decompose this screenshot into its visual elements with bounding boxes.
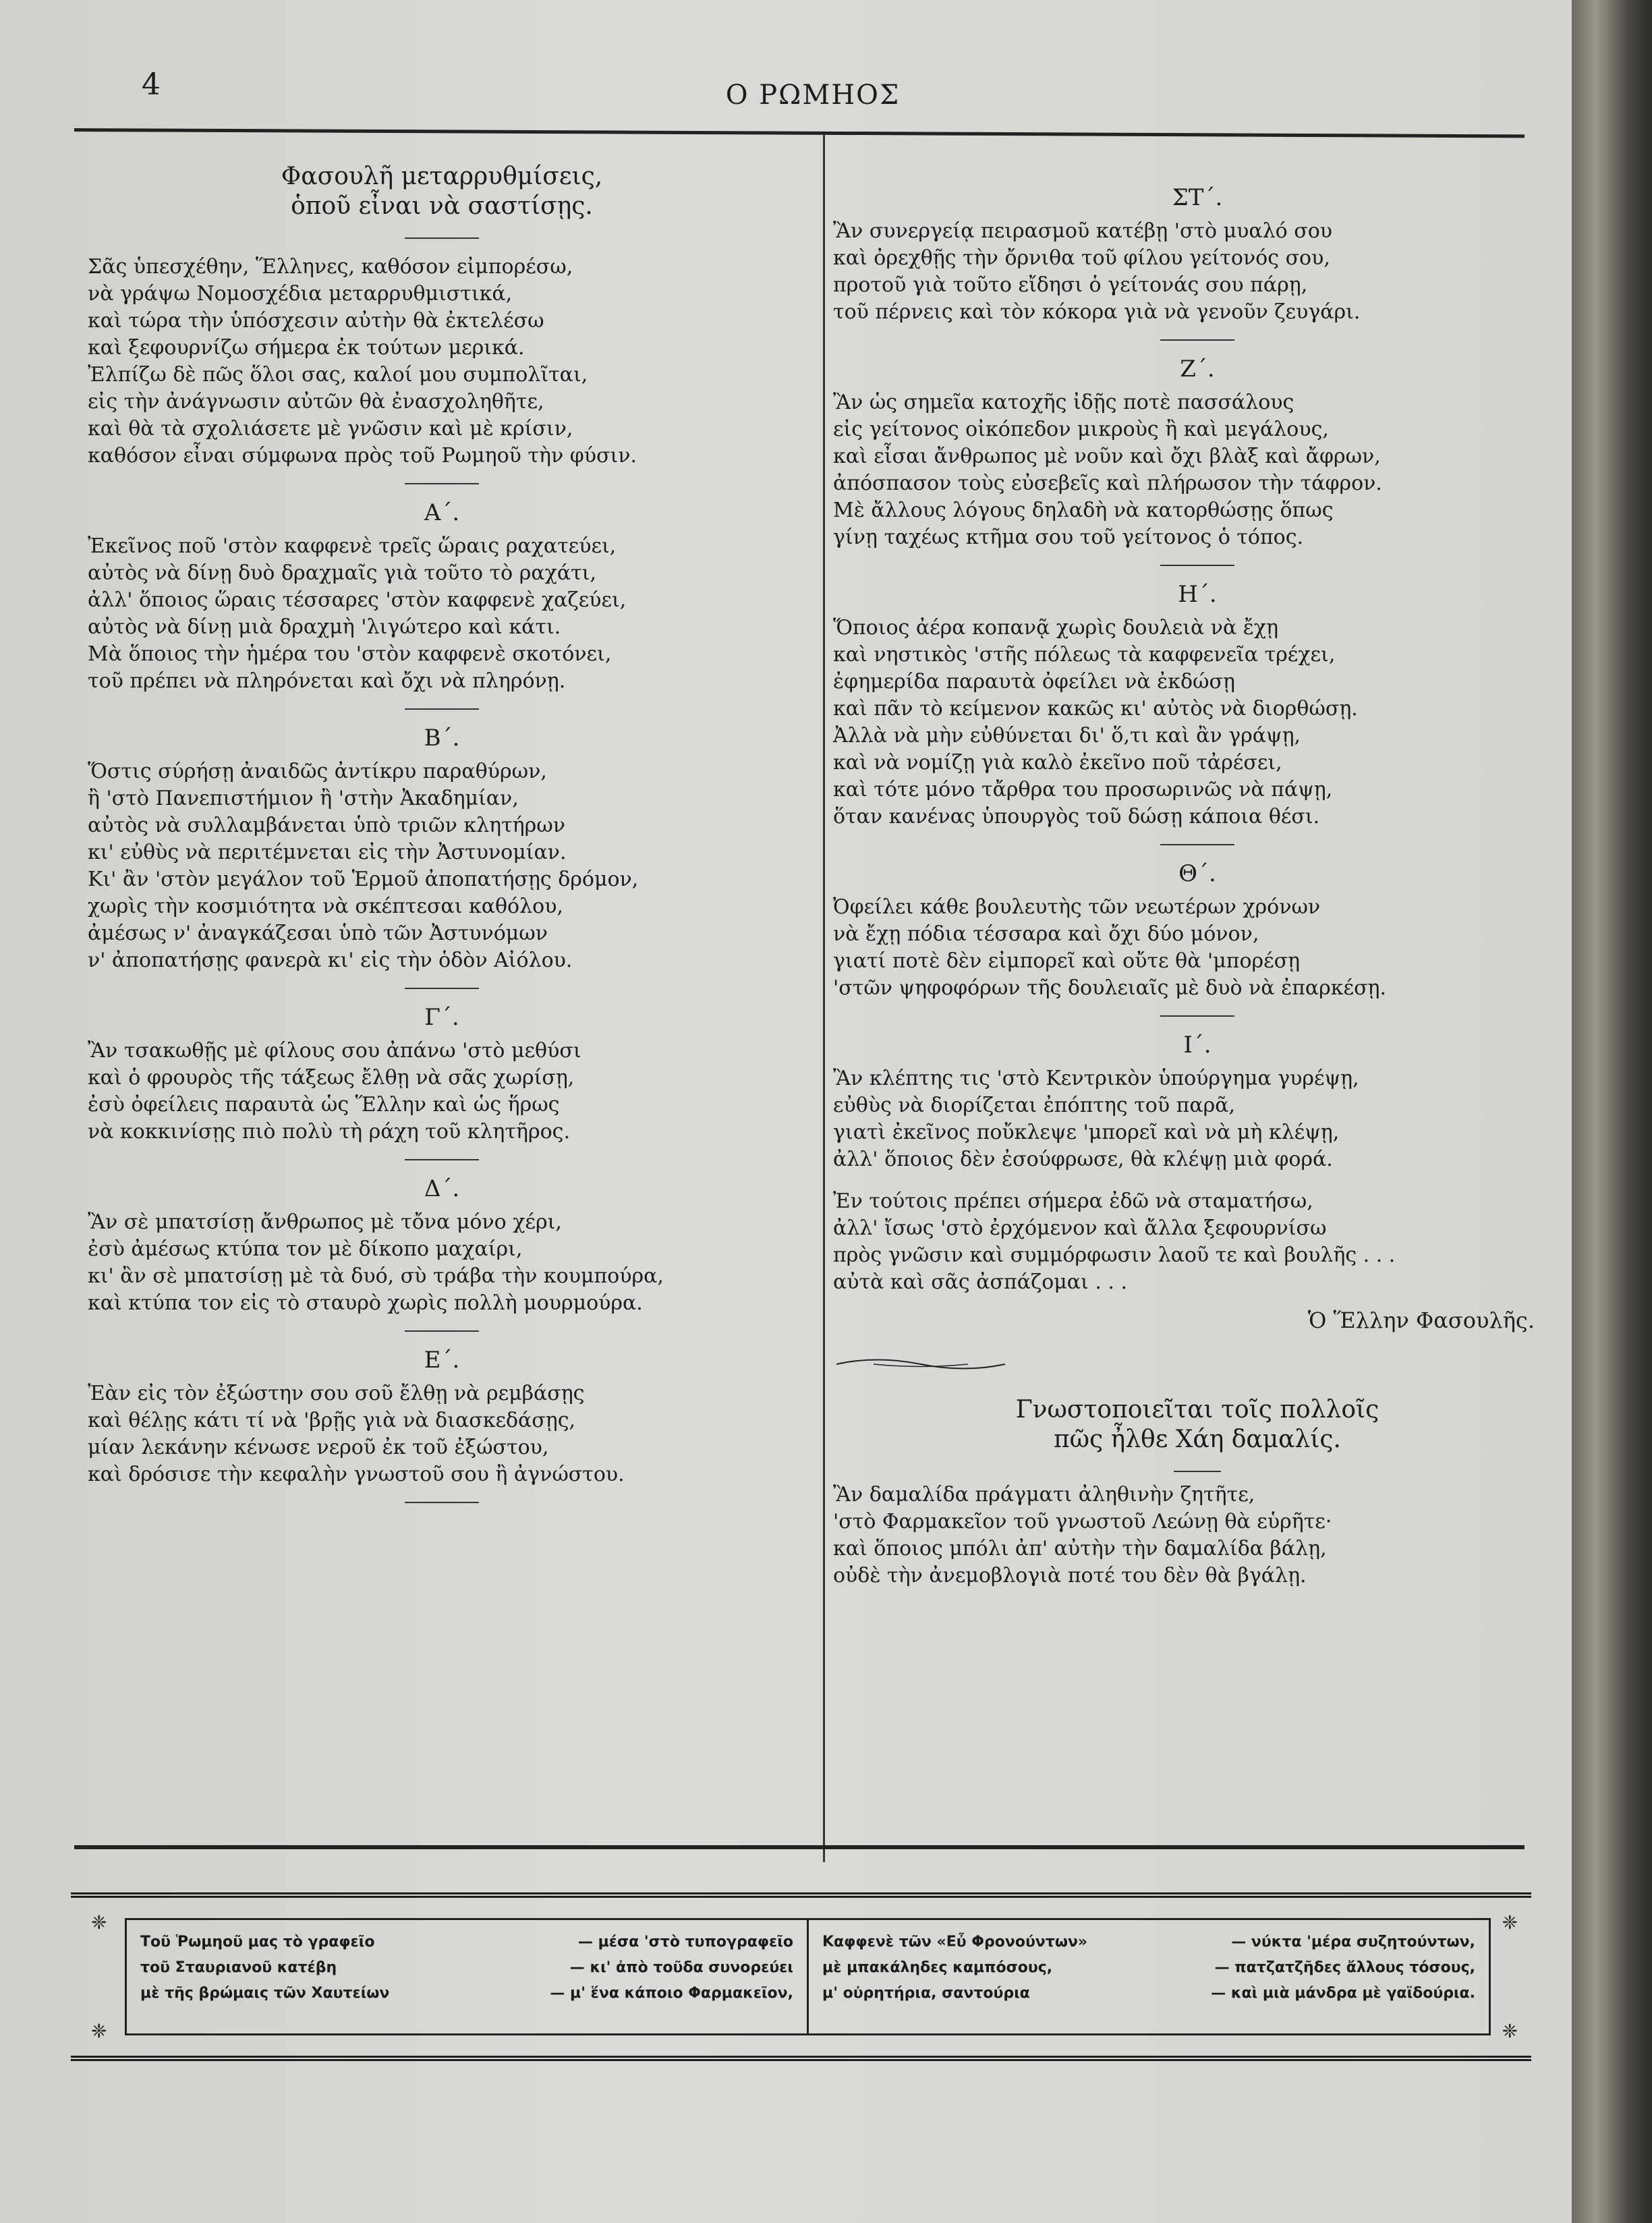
section-rule <box>405 1159 479 1160</box>
verse-line: Ἂν ὡς σημεῖα κατοχῆς ἰδῇς ποτὲ πασσάλους <box>833 391 1294 414</box>
verse-line: αὐτὰ καὶ σᾶς ἀσπάζομαι . . . <box>833 1270 1128 1294</box>
verse-line: ἀλλ' ἴσως 'στὸ ἐρχόμενον καὶ ἄλλα ξεφουρνίσω <box>833 1216 1327 1240</box>
verse-line: Ἐκεῖνος ποῦ 'στὸν καφφενὲ τρεῖς ὥραις ραχατεύει, <box>88 534 617 558</box>
stanza <box>88 1209 796 1317</box>
ad-text: τοῦ Σταυριανοῦ κατέβη <box>140 1959 337 1976</box>
stanza <box>88 533 796 695</box>
corner-ornament-icon: ❈ <box>1502 1911 1518 1934</box>
verse-line: ἐφημερίδα παραυτὰ ὀφείλει νὰ ἐκδώσῃ <box>833 670 1235 694</box>
verse-line: καὶ θὰ τὰ σχολιάσετε μὲ γνῶσιν καὶ μὲ κρίσιν, <box>88 417 573 441</box>
section-rule <box>405 237 479 239</box>
verse-line: καὶ νὰ νομίζῃ γιὰ καλὸ ἐκεῖνο ποῦ τἀρέσει, <box>833 751 1282 775</box>
verse-line: νὰ κοκκινίσῃς πιὸ πολὺ τὴ ράχη τοῦ κλητῆρος. <box>88 1120 571 1144</box>
ornamental-flourish <box>833 1354 1008 1374</box>
ad-line <box>140 1930 793 1955</box>
stanza <box>833 218 1562 326</box>
verse-line: καὶ τώρα τὴν ὑπόσχεσιν αὐτὴν θὰ ἐκτελέσω <box>88 309 544 333</box>
author-signature: Ὁ Ἕλλην Φασουλῆς. <box>1307 1307 1535 1333</box>
section-heading: Γ΄. <box>424 1004 459 1031</box>
section-rule <box>405 1330 479 1332</box>
section-rule <box>405 708 479 710</box>
verse-line: καὶ δρόσισε τὴν κεφαλὴν γνωστοῦ σου ἢ ἀγνώστου. <box>88 1463 625 1486</box>
ad-line <box>822 1955 1475 1981</box>
verse-line: καὶ ὀρεχθῇς τὴν ὄρνιθα τοῦ φίλου γείτονός σου, <box>833 246 1330 270</box>
verse-line: 'στὸ Φαρμακεῖον τοῦ γνωστοῦ Λεώνῃ θὰ εὑρῆτε· <box>833 1510 1332 1533</box>
ad-line <box>140 1981 793 2006</box>
verse-line: Ἀλλὰ νὰ μὴν εὐθύνεται δι' ὅ,τι καὶ ἂν γράψῃ, <box>833 724 1301 748</box>
stanza <box>833 615 1562 831</box>
ad-text: — νύκτα 'μέρα συζητούντων, <box>1231 1934 1475 1950</box>
column-divider <box>823 135 825 1862</box>
corner-ornament-icon: ❈ <box>91 2020 107 2042</box>
ad-text: Τοῦ Ῥωμηοῦ μας τὸ γραφεῖο <box>140 1934 375 1950</box>
verse-line: ν' ἀποπατήσῃς φανερὰ κι' εἰς τὴν ὁδὸν Αἰόλου. <box>88 949 573 972</box>
verse-line: ἀλλ' ὅποιος ὥραις τέσσαρες 'στὸν καφφενὲ χαζεύει, <box>88 588 627 612</box>
verse-line: εὐθὺς νὰ διορίζεται ἐπόπτης τοῦ παρᾶ, <box>833 1094 1236 1117</box>
verse-line: καὶ πᾶν τὸ κείμενον κακῶς κι' αὐτὸς νὰ διορθώσῃ. <box>833 697 1358 721</box>
verse-line: νὰ ἔχῃ πόδια τέσσαρα καὶ ὄχι δύο μόνον, <box>833 922 1259 946</box>
verse-line: ἐσὺ ἀμέσως κτύπα τον μὲ δίκοπο μαχαίρι, <box>88 1237 523 1261</box>
verse-line: Ἐλπίζω δὲ πῶς ὅλοι σας, καλοί μου συμπολῖται, <box>88 363 588 387</box>
verse-line: Ἂν δαμαλίδα πράγματι ἀληθινὴν ζητῆτε, <box>833 1483 1255 1507</box>
stanza <box>88 1380 796 1488</box>
section-rule <box>1160 844 1234 845</box>
verse-line: οὐδὲ τὴν ἀνεμοβλογιὰ ποτέ του δὲν θὰ βγάλῃ. <box>833 1564 1307 1587</box>
advertisement-box <box>71 1892 1531 2061</box>
closing-stanza <box>833 1188 1562 1296</box>
verse-line: καὶ ξεφουρνίζω σήμερα ἐκ τούτων μερικά. <box>88 336 525 360</box>
stanza <box>833 389 1562 551</box>
verse-line: Ὅποιος ἀέρα κοπανᾷ χωρὶς δουλειὰ νὰ ἔχῃ <box>833 616 1279 640</box>
advertisement-left <box>127 1920 809 2033</box>
notice-title <box>833 1395 1562 1455</box>
advertisement-frame <box>125 1918 1491 2035</box>
verse-line: καὶ εἶσαι ἄνθρωπος μὲ νοῦν καὶ ὄχι βλὰξ καὶ ἄφρων, <box>833 445 1381 468</box>
section-rule <box>405 1502 479 1503</box>
stanza <box>88 1038 796 1146</box>
notice-title-line: Γνωστοποιεῖται τοῖς πολλοῖς <box>1015 1396 1379 1424</box>
verse-line: γιατί ποτὲ δὲν εἰμπορεῖ καὶ οὔτε θὰ 'μπορέσῃ <box>833 949 1301 973</box>
stanza <box>88 758 796 974</box>
verse-line: Μὰ ὅποιος τὴν ἡμέρα του 'στὸν καφφενὲ σκοτόνει, <box>88 642 612 666</box>
verse-line: ἢ 'στὸ Πανεπιστήμιον ἢ 'στὴν Ἀκαδημίαν, <box>88 787 519 810</box>
section-heading: Ζ΄. <box>1180 356 1215 383</box>
verse-line: τοῦ πρέπει νὰ πληρόνεται καὶ ὄχι νὰ πληρόνῃ. <box>88 669 566 693</box>
verse-line: Ὅστις σύρήσῃ ἀναιδῶς ἀντίκρυ παραθύρων, <box>88 760 547 783</box>
poem-title-line: Φασουλῆ μεταρρυθμίσεις, <box>281 163 603 190</box>
verse-line: αὐτὸς νὰ συλλαμβάνεται ὑπὸ τριῶν κλητήρων <box>88 814 565 837</box>
verse-line: καὶ τότε μόνο τἄρθρα του προσωρινῶς νὰ πάψῃ, <box>833 778 1333 801</box>
verse-line: καὶ ὅποιος μπόλι ἀπ' αὐτὴν τὴν δαμαλίδα βάλῃ, <box>833 1537 1327 1560</box>
section-heading: Δ΄. <box>424 1175 460 1202</box>
verse-line: προτοῦ γιὰ τοῦτο εἴδησι ὁ γείτονάς σου πάρῃ, <box>833 273 1308 297</box>
verse-line: καὶ ὁ φρουρὸς τῆς τάξεως ἔλθῃ νὰ σᾶς χωρίσῃ, <box>88 1066 575 1090</box>
ad-line <box>822 1930 1475 1955</box>
section-heading: ΣΤ΄. <box>1172 184 1223 211</box>
verse-line: Ἂν τσακωθῇς μὲ φίλους σου ἀπάνω 'στὸ μεθύσι <box>88 1039 581 1063</box>
verse-line: καὶ κτύπα τον εἰς τὸ σταυρὸ χωρὶς πολλὴ μουρμούρα. <box>88 1291 643 1315</box>
ad-text: μὲ τῆς βρώμαις τῶν Χαυτείων <box>140 1985 390 2002</box>
ad-text: μὲ μπακάληδες καμπόσους, <box>822 1959 1053 1976</box>
page-number: 4 <box>142 67 161 102</box>
ad-text: — καὶ μιὰ μάνδρα μὲ γαϊδούρια. <box>1211 1985 1475 2002</box>
verse-line: ἐσὺ ὀφείλεις παραυτὰ ὡς Ἕλλην καὶ ὡς ἥρως <box>88 1093 560 1117</box>
section-heading: Ι΄. <box>1183 1032 1212 1059</box>
verse-line: κι' εὐθὺς νὰ περιτέμνεται εἰς τὴν Ἀστυνομίαν. <box>88 841 567 864</box>
verse-line: ἀμέσως ν' ἀναγκάζεσαι ὑπὸ τῶν Ἀστυνόμων <box>88 922 548 945</box>
verse-line: γιατὶ ἐκεῖνος ποὔκλεψε 'μπορεῖ καὶ νὰ μὴ κλέψῃ, <box>833 1121 1340 1144</box>
ad-text: — μ' ἕνα κάποιο Φαρμακεῖον, <box>550 1985 793 2002</box>
verse-line: Σᾶς ὑπεσχέθην, Ἕλληνες, καθόσον εἰμπορέσω, <box>88 255 573 279</box>
verse-line: χωρὶς τὴν κοσμιότητα νὰ σκέπτεσαι καθόλου, <box>88 895 563 918</box>
section-rule <box>1174 1471 1221 1472</box>
section-heading: Α΄. <box>424 499 460 526</box>
notice-stanza <box>833 1482 1562 1589</box>
poem-title-line: ὁποῦ εἶναι νὰ σαστίσῃς. <box>291 192 593 220</box>
verse-line: καὶ θέλῃς κάτι τί νὰ 'βρῇς γιὰ νὰ διασκεδάσῃς, <box>88 1409 576 1432</box>
section-rule <box>1160 1015 1234 1017</box>
corner-ornament-icon: ❈ <box>91 1911 107 1934</box>
corner-ornament-icon: ❈ <box>1502 2020 1518 2042</box>
verse-line: τοῦ πέρνεις καὶ τὸν κόκορα γιὰ νὰ γενοῦν ζευγάρι. <box>833 300 1361 324</box>
verse-line: εἰς τὴν ἀνάγνωσιν αὐτῶν θὰ ἐνασχοληθῆτε, <box>88 390 544 414</box>
verse-line: Κι' ἂν 'στὸν μεγάλον τοῦ Ἑρμοῦ ἀποπατήσῃς δρόμον, <box>88 868 639 891</box>
footer-rule <box>74 1845 1525 1849</box>
verse-line: Ἐὰν εἰς τὸν ἐξώστην σου σοῦ ἔλθῃ νὰ ρεμβάσῃς <box>88 1382 585 1405</box>
scan-edge <box>1572 0 1652 2223</box>
section-heading: Ε΄. <box>424 1347 460 1374</box>
stanza <box>833 894 1562 1002</box>
verse-line: Μὲ ἄλλους λόγους δηλαδὴ νὰ κατορθώσῃς ὅπως <box>833 499 1334 522</box>
verse-line: αὐτὸς νὰ δίνῃ μιὰ δραχμὴ 'λιγώτερο καὶ κάτι. <box>88 615 561 639</box>
section-rule <box>405 988 479 989</box>
verse-line: Ἂν συνεργείᾳ πειρασμοῦ κατέβῃ 'στὸ μυαλό σου <box>833 219 1333 243</box>
verse-line: κι' ἂν σὲ μπατσίσῃ μὲ τὰ δυό, σὺ τράβα τὴν κουμπούρα, <box>88 1264 664 1288</box>
verse-line: 'στῶν ψηφοφόρων τῆς δουλειαῖς μὲ δυὸ νὰ ἐπαρκέσῃ. <box>833 976 1387 1000</box>
section-rule <box>1160 339 1234 341</box>
right-column <box>833 172 1562 1599</box>
poem-title <box>88 162 796 221</box>
section-heading: Θ΄. <box>1178 860 1216 887</box>
ad-line <box>140 1955 793 1981</box>
verse-line: καθόσον εἶναι σύμφωνα πρὸς τοῦ Ρωμηοῦ τὴν φύσιν. <box>88 444 637 468</box>
section-rule <box>1160 565 1234 566</box>
verse-line: Ὀφείλει κάθε βουλευτὴς τῶν νεωτέρων χρόνων <box>833 895 1321 919</box>
ad-text: μ' οὐρητήρια, σαντούρια <box>822 1985 1030 2002</box>
ad-line <box>822 1981 1475 2006</box>
stanza <box>833 1065 1562 1173</box>
verse-line: γίνῃ ταχέως κτῆμα σου τοῦ γείτονος ὁ τόπος. <box>833 526 1304 549</box>
verse-line: ὅταν κανένας ὑπουργὸς τοῦ δώσῃ κάποια θέσι. <box>833 805 1320 828</box>
verse-line: πρὸς γνῶσιν καὶ συμμόρφωσιν λαοῦ τε καὶ βουλῆς . . . <box>833 1243 1396 1267</box>
section-heading: Η΄. <box>1178 581 1217 608</box>
ad-text: — μέσα 'στὸ τυπογραφεῖο <box>577 1934 793 1950</box>
section-heading: Β΄. <box>424 725 460 752</box>
verse-line: ἀλλ' ὅποιος δὲν ἐσούφρωσε, θὰ κλέψῃ μιὰ φορά. <box>833 1148 1333 1171</box>
verse-line: νὰ γράψω Νομοσχέδια μεταρρυθμιστικά, <box>88 282 513 306</box>
verse-line: μίαν λεκάνην κένωσε νεροῦ ἐκ τοῦ ἐξώστου, <box>88 1436 549 1459</box>
ad-text: — κι' ἀπὸ τοῦδα συνορεύει <box>569 1959 793 1976</box>
verse-line: εἰς γείτονος οἰκόπεδον μικροὺς ἢ καὶ μεγάλους, <box>833 418 1329 441</box>
intro-stanza <box>88 254 796 470</box>
verse-line: ἀπόσπασον τοὺς εὐσεβεῖς καὶ πλήρωσον τὴν τάφρον. <box>833 472 1382 495</box>
ad-text: — πατζατζῆδες ἄλλους τόσους, <box>1214 1959 1475 1976</box>
verse-line: αὐτὸς νὰ δίνῃ δυὸ δραχμαῖς γιὰ τοῦτο τὸ ραχάτι, <box>88 561 596 585</box>
verse-line: Ἂν κλέπτης τις 'στὸ Κεντρικὸν ὑπούργημα γυρέψῃ, <box>833 1067 1359 1090</box>
verse-line: καὶ νηστικὸς 'στῆς πόλεως τὰ καφφενεῖα τρέχει, <box>833 643 1336 667</box>
verse-line: Ἐν τούτοις πρέπει σήμερα ἐδῶ νὰ σταματήσω, <box>833 1189 1313 1213</box>
notice-title-line: πῶς ἦλθε Χάη δαμαλίς. <box>1054 1426 1341 1453</box>
advertisement-right <box>809 1920 1489 2033</box>
ad-text: Καφφενὲ τῶν «Εὖ Φρονούντων» <box>822 1934 1088 1950</box>
newspaper-title: Ο ΡΩΜΗΟΣ <box>725 80 901 111</box>
verse-line: Ἂν σὲ μπατσίσῃ ἄνθρωπος μὲ τὄνα μόνο χέρι, <box>88 1210 562 1234</box>
left-column <box>88 162 796 1518</box>
section-rule <box>405 483 479 484</box>
